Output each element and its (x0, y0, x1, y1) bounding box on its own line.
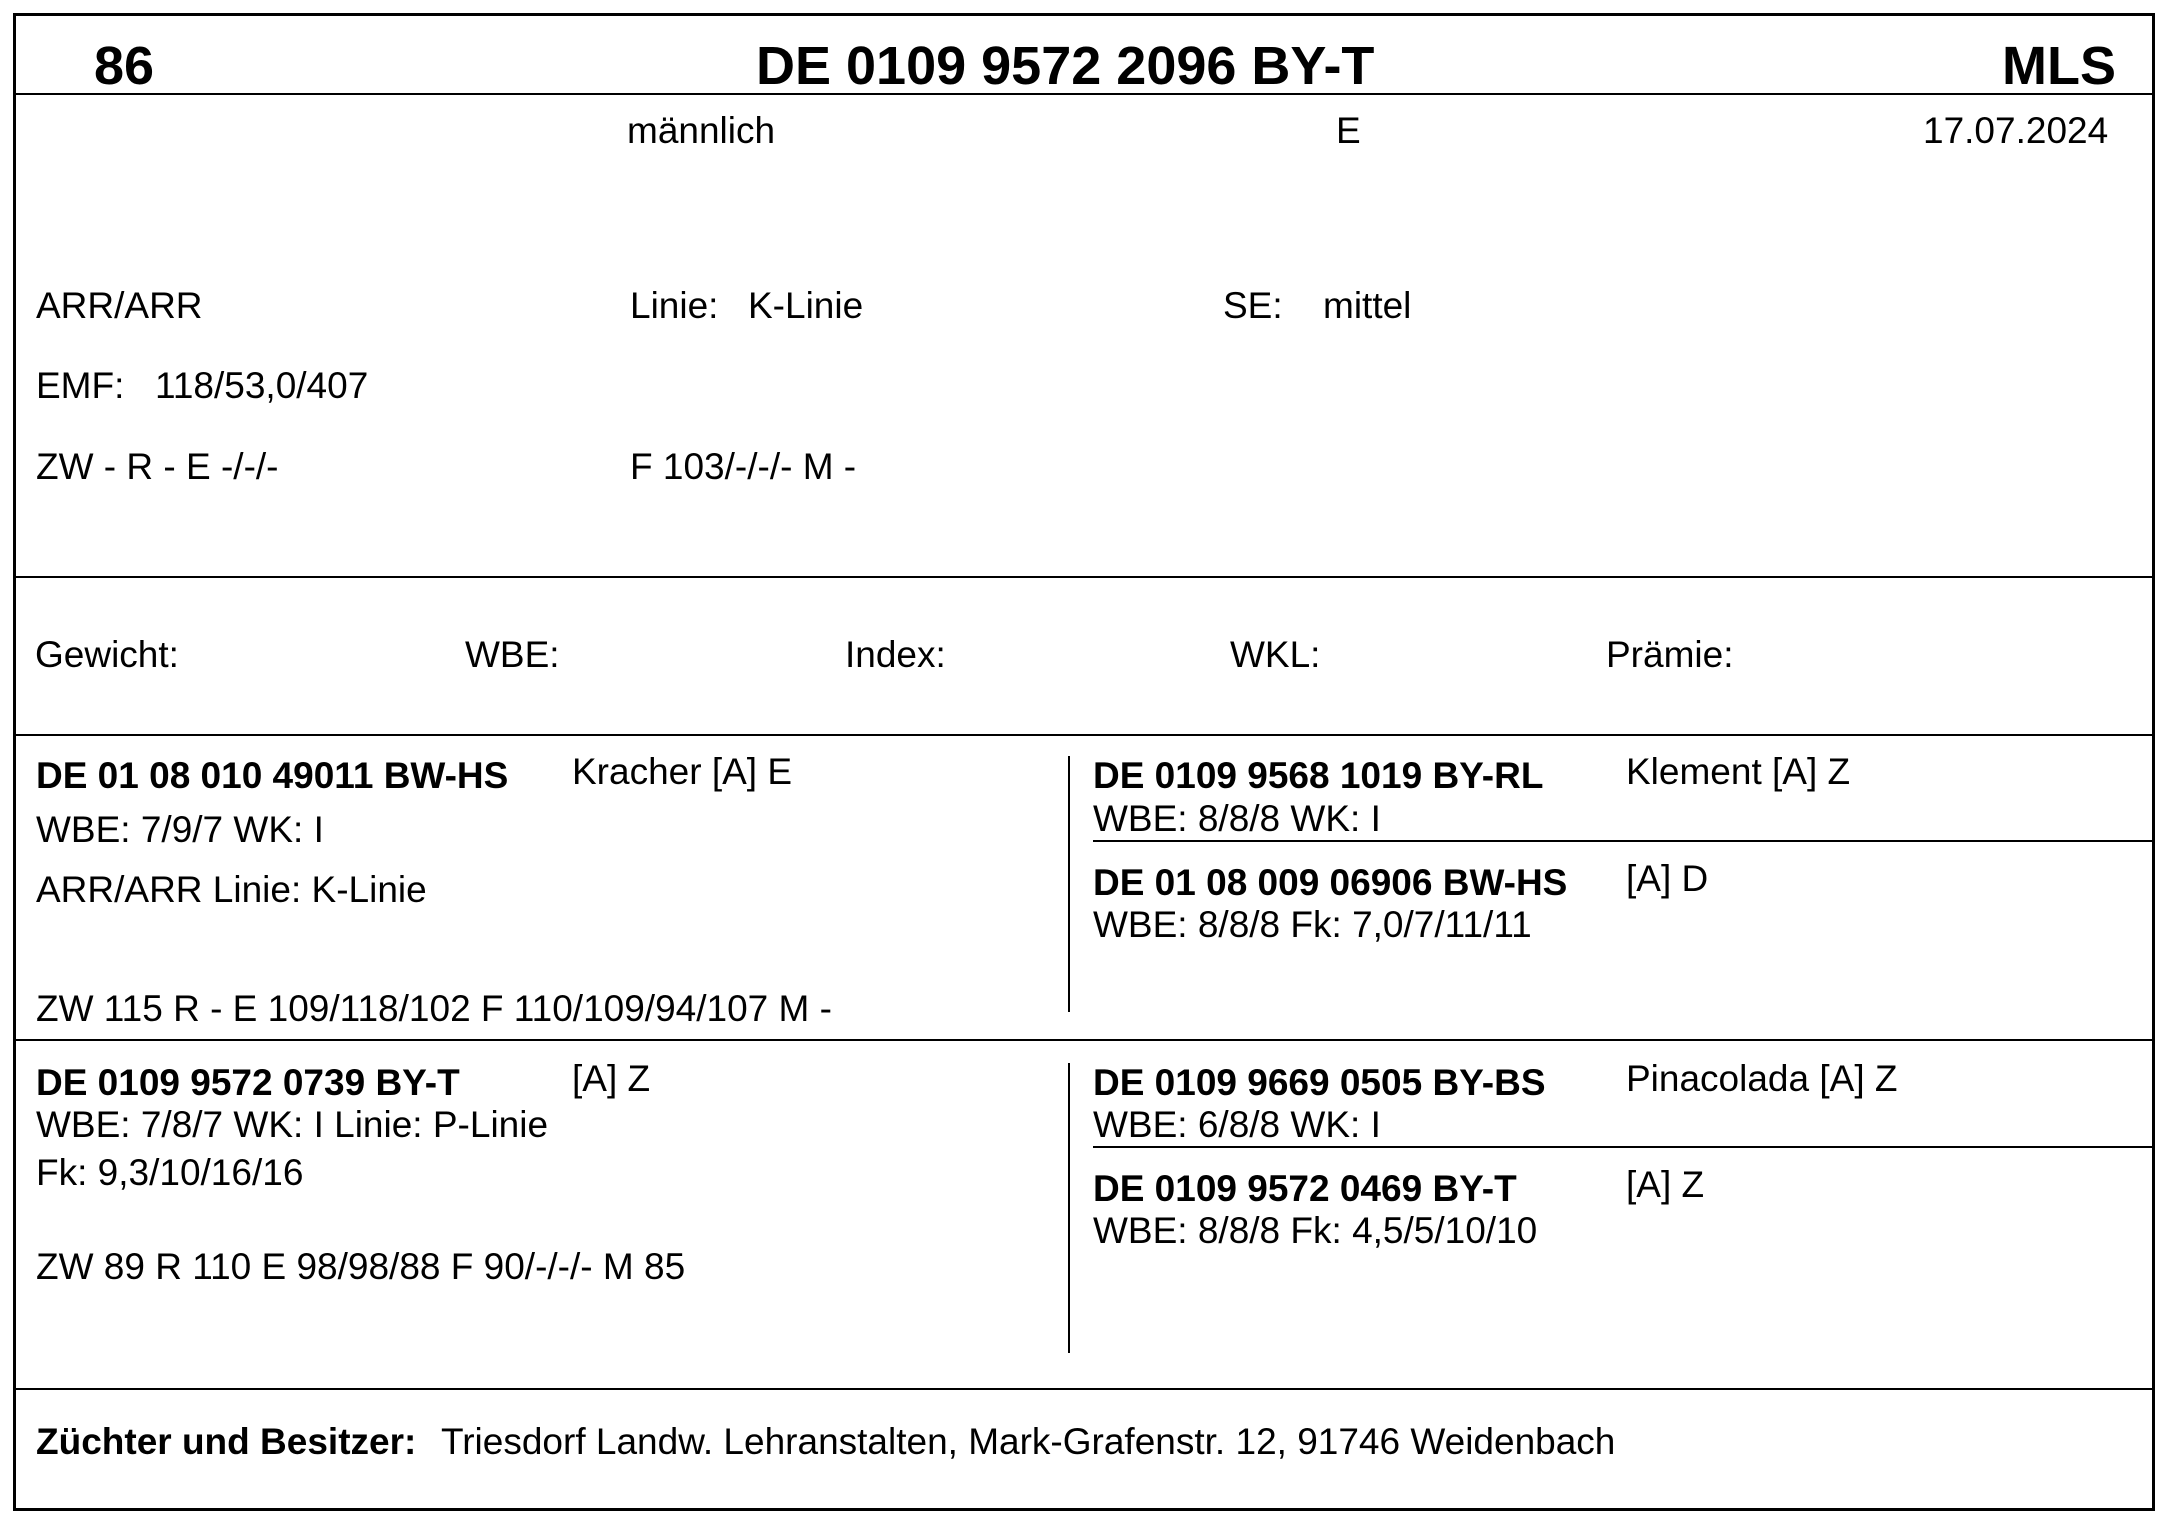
sire-breeding-values: ZW 115 R - E 109/118/102 F 110/109/94/107 M - (36, 988, 832, 1029)
genotype-value: ARR/ARR (36, 285, 203, 326)
divider-pedigree-upper (1068, 756, 1070, 1012)
se-value: mittel (1323, 285, 1412, 326)
index-label: Index: (845, 634, 946, 675)
dam-dam-wbe: WBE: 8/8/8 Fk: 4,5/5/10/10 (1093, 1210, 1538, 1251)
divider-header (16, 93, 2152, 95)
dam-id: DE 0109 9572 0739 BY-T (36, 1062, 460, 1103)
sire-wbe: WBE: 7/9/7 WK: I (36, 809, 324, 850)
dam-wbe: WBE: 7/8/7 WK: I Linie: P-Linie (36, 1104, 549, 1145)
sire-genotype-line: ARR/ARR Linie: K-Linie (36, 869, 427, 910)
dam-dam-id: DE 0109 9572 0469 BY-T (1093, 1168, 1517, 1209)
emf-value: 118/53,0/407 (155, 365, 369, 406)
emf-label: EMF: (36, 365, 125, 406)
breeder-owner-value: Triesdorf Landw. Lehranstalten, Mark-Grafenstr. 12, 91746 Weidenbach (441, 1421, 1616, 1462)
sire-dam-wbe: WBE: 8/8/8 Fk: 7,0/7/11/11 (1093, 904, 1532, 945)
divider-footer (16, 1388, 2152, 1390)
weight-label: Gewicht: (35, 634, 179, 675)
sire-dam-name: [A] D (1626, 858, 1709, 899)
premium-label: Prämie: (1606, 634, 1734, 675)
sire-dam-id: DE 01 08 009 06906 BW-HS (1093, 862, 1568, 903)
line-value: K-Linie (748, 285, 864, 326)
dam-fk: Fk: 9,3/10/16/16 (36, 1152, 304, 1193)
divider-dam-ancestors (1093, 1146, 2152, 1148)
wbe-label: WBE: (465, 634, 560, 675)
animal-catalog-card (13, 13, 2155, 1511)
dam-sire-wbe: WBE: 6/8/8 WK: I (1093, 1104, 1381, 1145)
divider-sire-ancestors (1093, 840, 2152, 842)
dam-sire-id: DE 0109 9669 0505 BY-BS (1093, 1062, 1546, 1103)
sire-id: DE 01 08 010 49011 BW-HS (36, 755, 509, 796)
breeder-owner-label: Züchter und Besitzer: (36, 1421, 417, 1462)
class-value: E (1336, 110, 1361, 151)
sire-sire-name: Klement [A] Z (1626, 751, 1851, 792)
divider-pedigree (16, 1039, 2152, 1041)
dam-name: [A] Z (572, 1058, 651, 1099)
sire-sire-wbe: WBE: 8/8/8 WK: I (1093, 798, 1381, 839)
breeding-value-f: F 103/-/-/- M - (630, 446, 857, 487)
dam-sire-name: Pinacolada [A] Z (1626, 1058, 1898, 1099)
divider-info (16, 576, 2152, 578)
sire-sire-id: DE 0109 9568 1019 BY-RL (1093, 755, 1544, 796)
line-label: Linie: (630, 285, 719, 326)
se-label: SE: (1223, 285, 1283, 326)
sex-value: männlich (627, 110, 776, 151)
wkl-label: WKL: (1230, 634, 1321, 675)
divider-evaluation (16, 734, 2152, 736)
divider-pedigree-lower (1068, 1063, 1070, 1353)
catalog-number: 86 (94, 36, 155, 96)
breeding-value-zw: ZW - R - E -/-/- (36, 446, 279, 487)
breed-code: MLS (2002, 36, 2116, 96)
sire-name: Kracher [A] E (572, 751, 793, 792)
ear-tag-id: DE 0109 9572 2096 BY-T (756, 36, 1375, 96)
date-value: 17.07.2024 (1923, 110, 2109, 151)
dam-breeding-values: ZW 89 R 110 E 98/98/88 F 90/-/-/- M 85 (36, 1246, 686, 1287)
dam-dam-name: [A] Z (1626, 1164, 1705, 1205)
